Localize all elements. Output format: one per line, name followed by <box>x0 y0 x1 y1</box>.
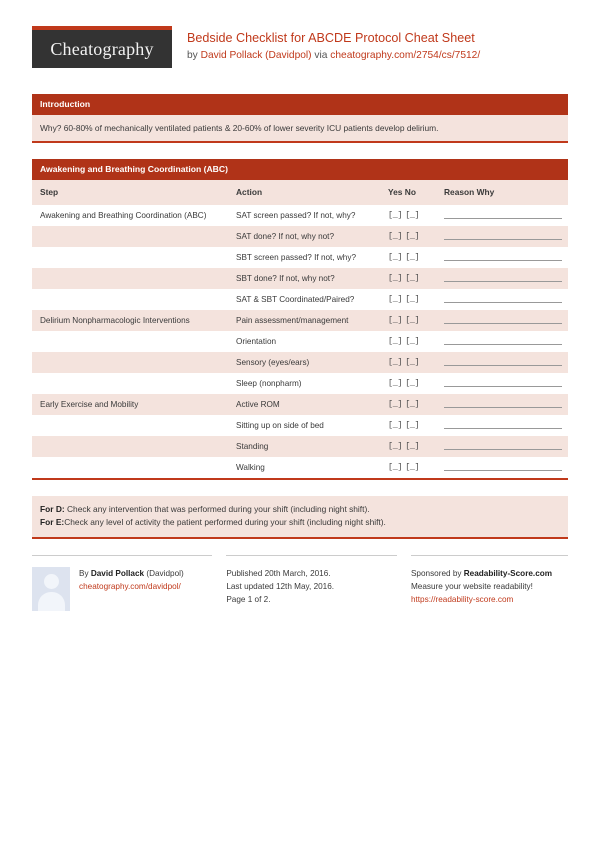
instruction-e-text: Check any level of activity the patient performed during your shift (including night shift). <box>64 517 386 527</box>
page-footer <box>32 555 568 611</box>
cell-step: Awakening and Breathing Coordination (ABC) <box>40 211 207 220</box>
footer-sponsor-line <box>411 567 568 580</box>
checkbox-yes[interactable]: [_] <box>388 420 403 430</box>
checkbox-no[interactable]: [_] <box>405 378 420 388</box>
checkbox-yes[interactable]: [_] <box>388 399 403 409</box>
byline-source-link[interactable]: cheatography.com/2754/cs/7512/ <box>330 50 481 61</box>
checklist-table-body <box>32 205 568 478</box>
write-in-line[interactable] <box>444 323 562 324</box>
cell-action: Standing <box>228 436 380 457</box>
cell-reason-why[interactable] <box>436 247 568 268</box>
cell-yesno <box>380 289 436 310</box>
avatar-head-shape <box>44 574 59 589</box>
avatar <box>32 567 70 611</box>
footer-published-date: Published 20th March, 2016. <box>226 569 331 578</box>
table-header-row <box>32 180 568 205</box>
cell-step <box>32 268 228 289</box>
cell-step <box>32 436 228 457</box>
cell-action: Sitting up on side of bed <box>236 421 324 430</box>
instruction-d-text: Check any intervention that was performed during your shift (including night shift). <box>64 504 370 514</box>
instructions-block <box>32 496 568 539</box>
cell-reason-why[interactable] <box>436 331 568 352</box>
abc-checklist-block <box>32 159 568 480</box>
checkbox-no[interactable]: [_] <box>405 210 420 220</box>
cell-reason-why[interactable] <box>436 205 568 226</box>
table-row <box>32 394 568 415</box>
cheatography-logo[interactable] <box>32 26 172 68</box>
header-titles <box>187 26 480 63</box>
footer-author-name: David Pollack <box>90 569 145 578</box>
checkbox-yes[interactable]: [_] <box>388 294 403 304</box>
cell-yesno <box>380 331 436 352</box>
checkbox-pair <box>388 294 430 305</box>
column-header-step: Step <box>32 180 228 205</box>
footer-sponsor-tagline: Measure your website readability! <box>410 582 533 591</box>
write-in-line[interactable] <box>444 260 562 261</box>
checkbox-yes[interactable]: [_] <box>388 462 403 472</box>
checkbox-pair <box>388 378 430 389</box>
write-in-line[interactable] <box>444 428 562 429</box>
cell-reason-why[interactable] <box>436 394 568 415</box>
checkbox-no[interactable]: [_] <box>405 294 420 304</box>
cell-reason-why[interactable] <box>436 310 568 331</box>
checkbox-no[interactable]: [_] <box>405 420 420 430</box>
checkbox-no[interactable]: [_] <box>405 315 420 325</box>
write-in-line[interactable] <box>444 281 562 282</box>
checkbox-yes[interactable]: [_] <box>388 378 403 388</box>
checkbox-pair <box>388 462 430 473</box>
write-in-line[interactable] <box>444 344 562 345</box>
cell-action: SBT screen passed? If not, why? <box>236 253 356 262</box>
cell-yesno <box>380 352 436 373</box>
footer-by-prefix: By <box>79 569 91 578</box>
byline <box>187 48 480 63</box>
byline-prefix: by <box>187 50 201 61</box>
checkbox-no[interactable]: [_] <box>405 231 420 241</box>
page-header <box>32 26 568 72</box>
page-title: Bedside Checklist for ABCDE Protocol Cheat Sheet <box>187 31 475 45</box>
write-in-line[interactable] <box>444 407 562 408</box>
table-row <box>32 247 568 268</box>
introduction-header: Introduction <box>32 94 568 115</box>
cell-step <box>32 247 228 268</box>
footer-page-number: Page 1 of 2. <box>226 595 271 604</box>
write-in-line[interactable] <box>444 365 562 366</box>
cell-step: Delirium Nonpharmacologic Interventions <box>32 310 228 331</box>
checkbox-pair <box>388 399 430 410</box>
cell-yesno <box>380 394 436 415</box>
cell-reason-why[interactable] <box>436 436 568 457</box>
checkbox-pair <box>388 441 430 452</box>
cell-action: Orientation <box>236 337 277 346</box>
footer-sponsor-column <box>411 555 568 611</box>
cell-action: Pain assessment/management <box>228 310 380 331</box>
write-in-line[interactable] <box>444 386 562 387</box>
checkbox-yes[interactable]: [_] <box>388 210 403 220</box>
instruction-line-e <box>40 516 560 529</box>
introduction-text: Why? 60-80% of mechanically ventilated patients & 20-60% of lower severity ICU patients develop delirium. <box>32 115 568 141</box>
footer-publish-column <box>226 555 397 611</box>
instruction-d-label: For D: <box>40 504 65 514</box>
cell-yesno <box>380 457 436 478</box>
checkbox-yes[interactable]: [_] <box>388 315 403 325</box>
cell-step <box>32 226 228 247</box>
checkbox-yes[interactable]: [_] <box>388 231 403 241</box>
logo-text: Cheatography <box>50 38 154 59</box>
instruction-e-label: For E: <box>40 517 65 527</box>
abc-section-header: Awakening and Breathing Coordination (ABC) <box>32 159 568 180</box>
write-in-line[interactable] <box>444 218 562 219</box>
footer-sponsor-prefix: Sponsored by <box>410 569 464 578</box>
table-row <box>32 436 568 457</box>
checkbox-yes[interactable]: [_] <box>388 336 403 346</box>
cell-yesno <box>380 436 436 457</box>
write-in-line[interactable] <box>444 302 562 303</box>
table-row <box>32 373 568 394</box>
table-row <box>32 457 568 478</box>
write-in-line[interactable] <box>444 470 562 471</box>
cell-step <box>32 289 228 310</box>
cell-step: Early Exercise and Mobility <box>32 394 228 415</box>
checkbox-yes[interactable]: [_] <box>388 357 403 367</box>
byline-via: via <box>311 50 331 61</box>
checkbox-yes[interactable]: [_] <box>388 441 403 451</box>
write-in-line[interactable] <box>444 239 562 240</box>
cell-action: SBT done? If not, why not? <box>228 268 380 289</box>
cell-reason-why[interactable] <box>436 415 568 436</box>
cell-step <box>32 373 228 394</box>
checkbox-pair <box>388 336 430 347</box>
cell-action: Active ROM <box>228 394 380 415</box>
footer-author-url[interactable]: cheatography.com/davidpol/ <box>79 582 181 591</box>
cell-step <box>32 457 228 478</box>
checkbox-pair <box>388 273 430 284</box>
table-row <box>32 226 568 247</box>
cell-action: Walking <box>236 463 265 472</box>
cell-step <box>32 331 228 352</box>
cell-action: Sleep (nonpharm) <box>236 379 302 388</box>
checkbox-pair <box>388 357 430 368</box>
checkbox-pair <box>388 420 430 431</box>
checkbox-no[interactable]: [_] <box>405 336 420 346</box>
checkbox-pair <box>388 252 430 263</box>
column-header-yesno: Yes No <box>380 180 436 205</box>
cell-reason-why[interactable] <box>436 352 568 373</box>
cell-action: SAT screen passed? If not, why? <box>236 211 356 220</box>
checkbox-pair <box>388 231 430 242</box>
table-row <box>32 415 568 436</box>
footer-author-handle: (Davidpol) <box>144 569 184 578</box>
footer-author-line <box>79 567 184 580</box>
introduction-block <box>32 94 568 143</box>
cell-yesno <box>380 247 436 268</box>
cell-yesno <box>380 205 436 226</box>
checkbox-no[interactable]: [_] <box>405 399 420 409</box>
cell-action: Sensory (eyes/ears) <box>228 352 380 373</box>
checkbox-no[interactable]: [_] <box>405 441 420 451</box>
cell-yesno <box>380 373 436 394</box>
cell-yesno <box>380 226 436 247</box>
table-row <box>32 310 568 331</box>
cell-step <box>32 352 228 373</box>
cell-reason-why[interactable] <box>436 289 568 310</box>
write-in-line[interactable] <box>444 449 562 450</box>
instruction-line-d <box>40 503 560 516</box>
cell-reason-why[interactable] <box>436 226 568 247</box>
checkbox-no[interactable]: [_] <box>405 462 420 472</box>
cell-action: SAT & SBT Coordinated/Paired? <box>236 295 355 304</box>
column-header-action: Action <box>228 180 380 205</box>
checkbox-yes[interactable]: [_] <box>388 273 403 283</box>
footer-author-meta <box>79 567 184 611</box>
checklist-table <box>32 180 568 478</box>
cell-reason-why[interactable] <box>436 373 568 394</box>
footer-updated-date: Last updated 12th May, 2016. <box>226 582 335 591</box>
checkbox-no[interactable]: [_] <box>405 273 420 283</box>
cell-yesno <box>380 415 436 436</box>
footer-author-column <box>32 555 212 611</box>
byline-author[interactable]: David Pollack (Davidpol) <box>200 50 312 61</box>
cell-reason-why[interactable] <box>436 268 568 289</box>
table-row <box>32 268 568 289</box>
table-row <box>32 331 568 352</box>
checkbox-pair <box>388 315 430 326</box>
cell-action: SAT done? If not, why not? <box>228 226 380 247</box>
cell-yesno <box>380 310 436 331</box>
avatar-body-shape <box>38 592 65 611</box>
table-row <box>32 205 568 226</box>
column-header-reason: Reason Why <box>436 180 568 205</box>
checkbox-no[interactable]: [_] <box>405 252 420 262</box>
footer-sponsor-url[interactable]: https://readability-score.com <box>410 595 514 604</box>
checkbox-yes[interactable]: [_] <box>388 252 403 262</box>
cell-yesno <box>380 268 436 289</box>
checkbox-no[interactable]: [_] <box>405 357 420 367</box>
footer-sponsor-name[interactable]: Readability-Score.com <box>463 569 553 578</box>
cell-reason-why[interactable] <box>436 457 568 478</box>
checkbox-pair <box>388 210 430 221</box>
table-row <box>32 289 568 310</box>
cell-step <box>32 415 228 436</box>
table-row <box>32 352 568 373</box>
